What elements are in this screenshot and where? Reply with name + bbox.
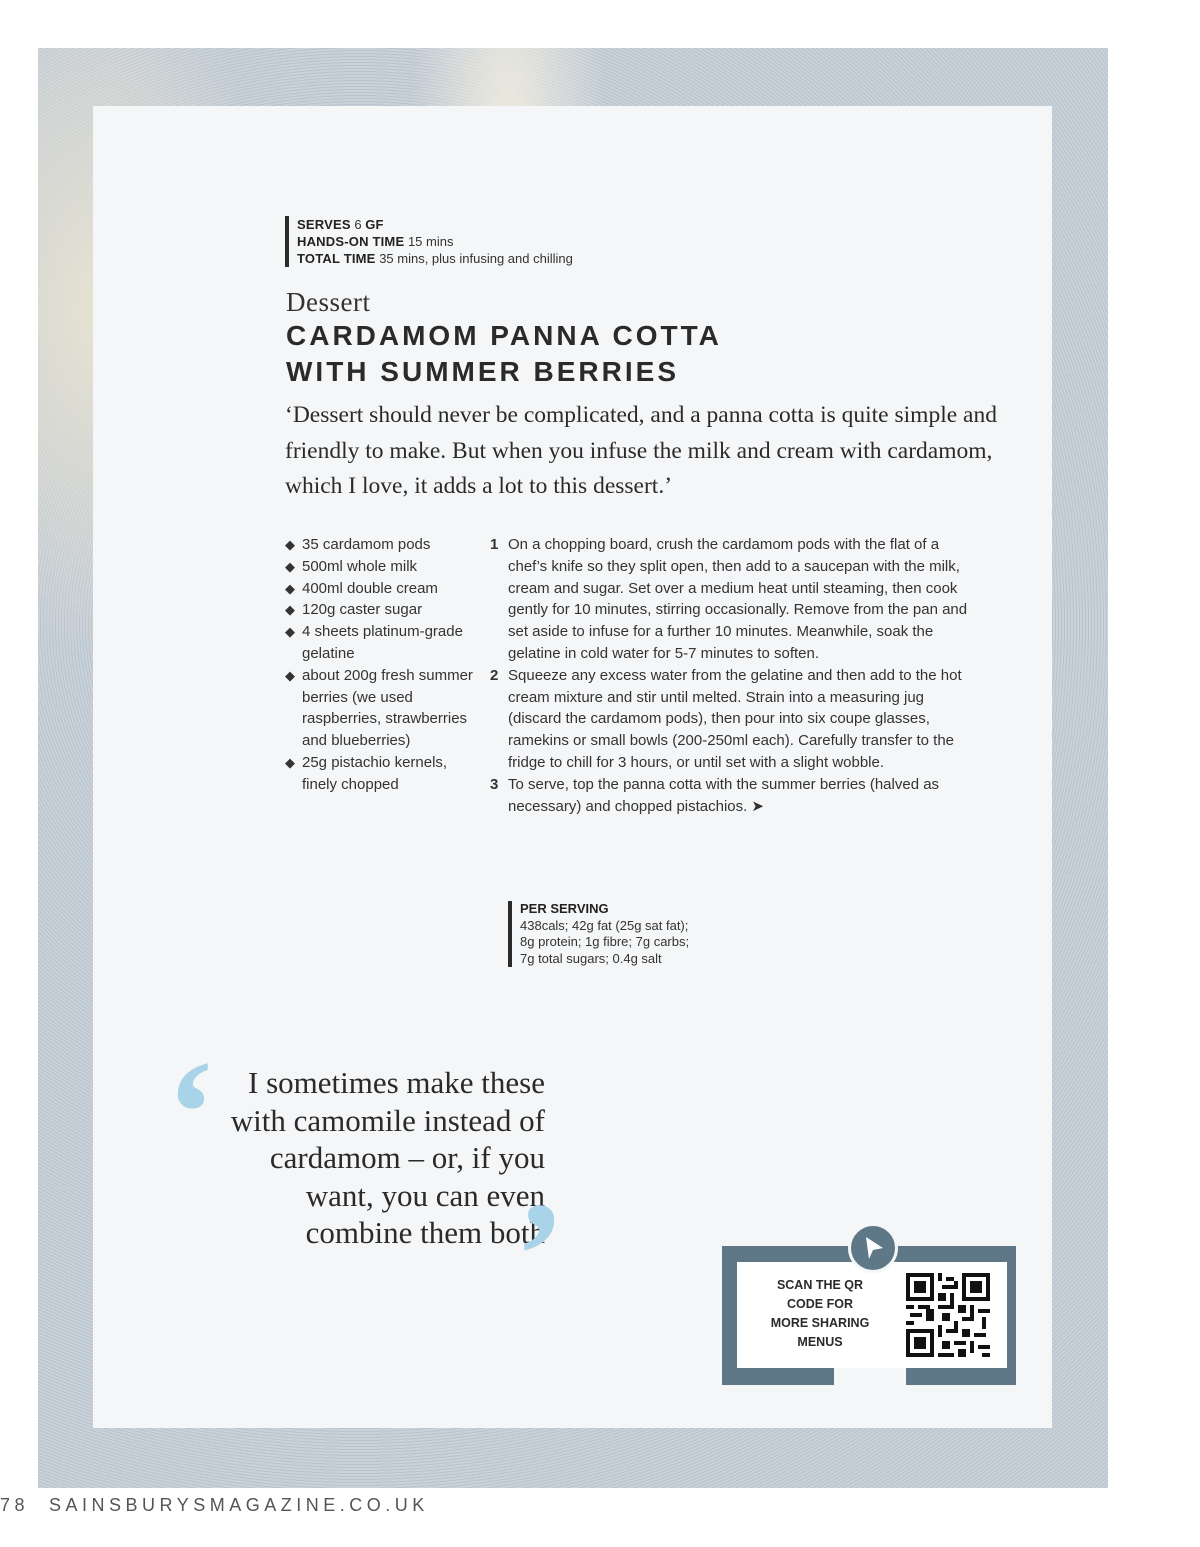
- diamond-bullet-icon: ◆: [285, 537, 295, 552]
- method-steps: [490, 534, 980, 817]
- recipe-title: [286, 318, 986, 390]
- hands-on-label: HANDS-ON TIME: [297, 234, 405, 249]
- serves-row: [297, 216, 573, 233]
- step-number: 2: [490, 666, 499, 684]
- diamond-bullet-icon: ◆: [285, 580, 295, 596]
- qr-code-icon[interactable]: [906, 1273, 990, 1357]
- close-quote-icon: ’: [515, 1172, 565, 1338]
- step-number: 1: [490, 536, 499, 553]
- method-step: [490, 774, 980, 818]
- recipe-category: Dessert: [286, 287, 371, 317]
- qr-arrow-badge: [848, 1223, 898, 1273]
- step-text: On a chopping board, crush the cardamom pods with the flat of a chef’s knife so they split open, then add to a saucepan with the milk, cream and sugar. Set over a medium heat until steaming, then cook gently for 10 minutes, stirring occasionally. Remove from the pan and set aside to infuse for a further 10 minutes. Meanwhile, soak the gelatine in cold water for 5-7 minutes to soften.: [508, 536, 968, 662]
- diamond-bullet-icon: ◆: [285, 558, 295, 574]
- diamond-bullet-icon: ◆: [285, 602, 295, 618]
- recipe-meta: [285, 216, 573, 267]
- ingredient-item: ◆ about 200g fresh summer berries (we used raspberries, strawberries and blueberries): [285, 666, 473, 750]
- total-time-label: TOTAL TIME: [297, 251, 376, 266]
- step-text: Squeeze any excess water from the gelatine and then add to the hot cream mixture and stir until melted. Strain into a measuring jug (discard the cardamom pods), then pour into six coupe glasses, ramekins or small bowls (200-250ml each). Carefully transfer to the fridge to chill for 3 hours, or until set with a slight wobble.: [508, 666, 962, 771]
- diamond-bullet-icon: ◆: [285, 667, 295, 683]
- method-step: [490, 534, 980, 665]
- diamond-bullet-icon: ◆: [285, 754, 295, 770]
- cursor-arrow-icon: [851, 1226, 895, 1270]
- total-time-value: 35 mins, plus infusing and chilling: [379, 251, 573, 266]
- nutrition-line: 7g total sugars; 0.4g salt: [520, 950, 662, 966]
- ingredient-item: ◆ 25g pistachio kernels, finely chopped: [285, 753, 448, 793]
- open-quote-icon: ‘: [166, 1030, 216, 1196]
- ingredient-item: ◆ 120g caster sugar: [285, 599, 485, 621]
- qr-frame-gap: [834, 1368, 906, 1385]
- recipe-intro-quote: ‘Dessert should never be complicated, and a panna cotta is quite simple and friendly to make. But when you infuse the milk and cream with cardamom, which I love, it adds a lot to this dessert.’: [285, 402, 997, 499]
- nutrition-info: [508, 901, 689, 967]
- nutrition-line: 438cals; 42g fat (25g sat fat);: [520, 917, 689, 933]
- diamond-bullet-icon: ◆: [285, 624, 295, 640]
- ingredient-item: ◆ 400ml double cream: [285, 578, 485, 600]
- method-step: [490, 665, 980, 774]
- step-number: 3: [490, 775, 499, 793]
- pull-quote: I sometimes make these with camomile instead of cardamom – or, if you want, you can even combine them both: [230, 1065, 545, 1250]
- page-number: 78: [0, 1495, 30, 1515]
- site-url[interactable]: SAINSBURYSMAGAZINE.CO.UK: [49, 1495, 429, 1515]
- title-line-1: CARDAMOM PANNA COTTA: [286, 320, 722, 351]
- nutrition-line: 8g protein; 1g fibre; 7g carbs;: [520, 934, 690, 949]
- per-serving-label: PER SERVING: [520, 901, 609, 916]
- ingredient-item: ◆ 4 sheets platinum-grade gelatine: [285, 623, 463, 662]
- qr-caption: SCAN THE QR CODE FOR MORE SHARING MENUS: [770, 1278, 870, 1349]
- gluten-free-badge: GF: [365, 217, 384, 232]
- hands-on-row: [297, 233, 573, 250]
- ingredient-item: ◆ 35 cardamom pods: [285, 534, 485, 556]
- ingredients-list: [285, 534, 485, 796]
- step-text: To serve, top the panna cotta with the summer berries (halved as necessary) and chopped pistachios.: [508, 775, 940, 815]
- total-time-row: [297, 250, 573, 267]
- page-footer: [0, 1495, 429, 1516]
- hands-on-value: 15 mins: [407, 234, 454, 249]
- title-line-2: WITH SUMMER BERRIES: [286, 356, 679, 387]
- serves-label: SERVES: [297, 217, 351, 232]
- ingredient-item: ◆ 500ml whole milk: [285, 556, 485, 578]
- continue-arrow-icon: ➤: [751, 797, 764, 815]
- serves-value: 6: [354, 217, 362, 232]
